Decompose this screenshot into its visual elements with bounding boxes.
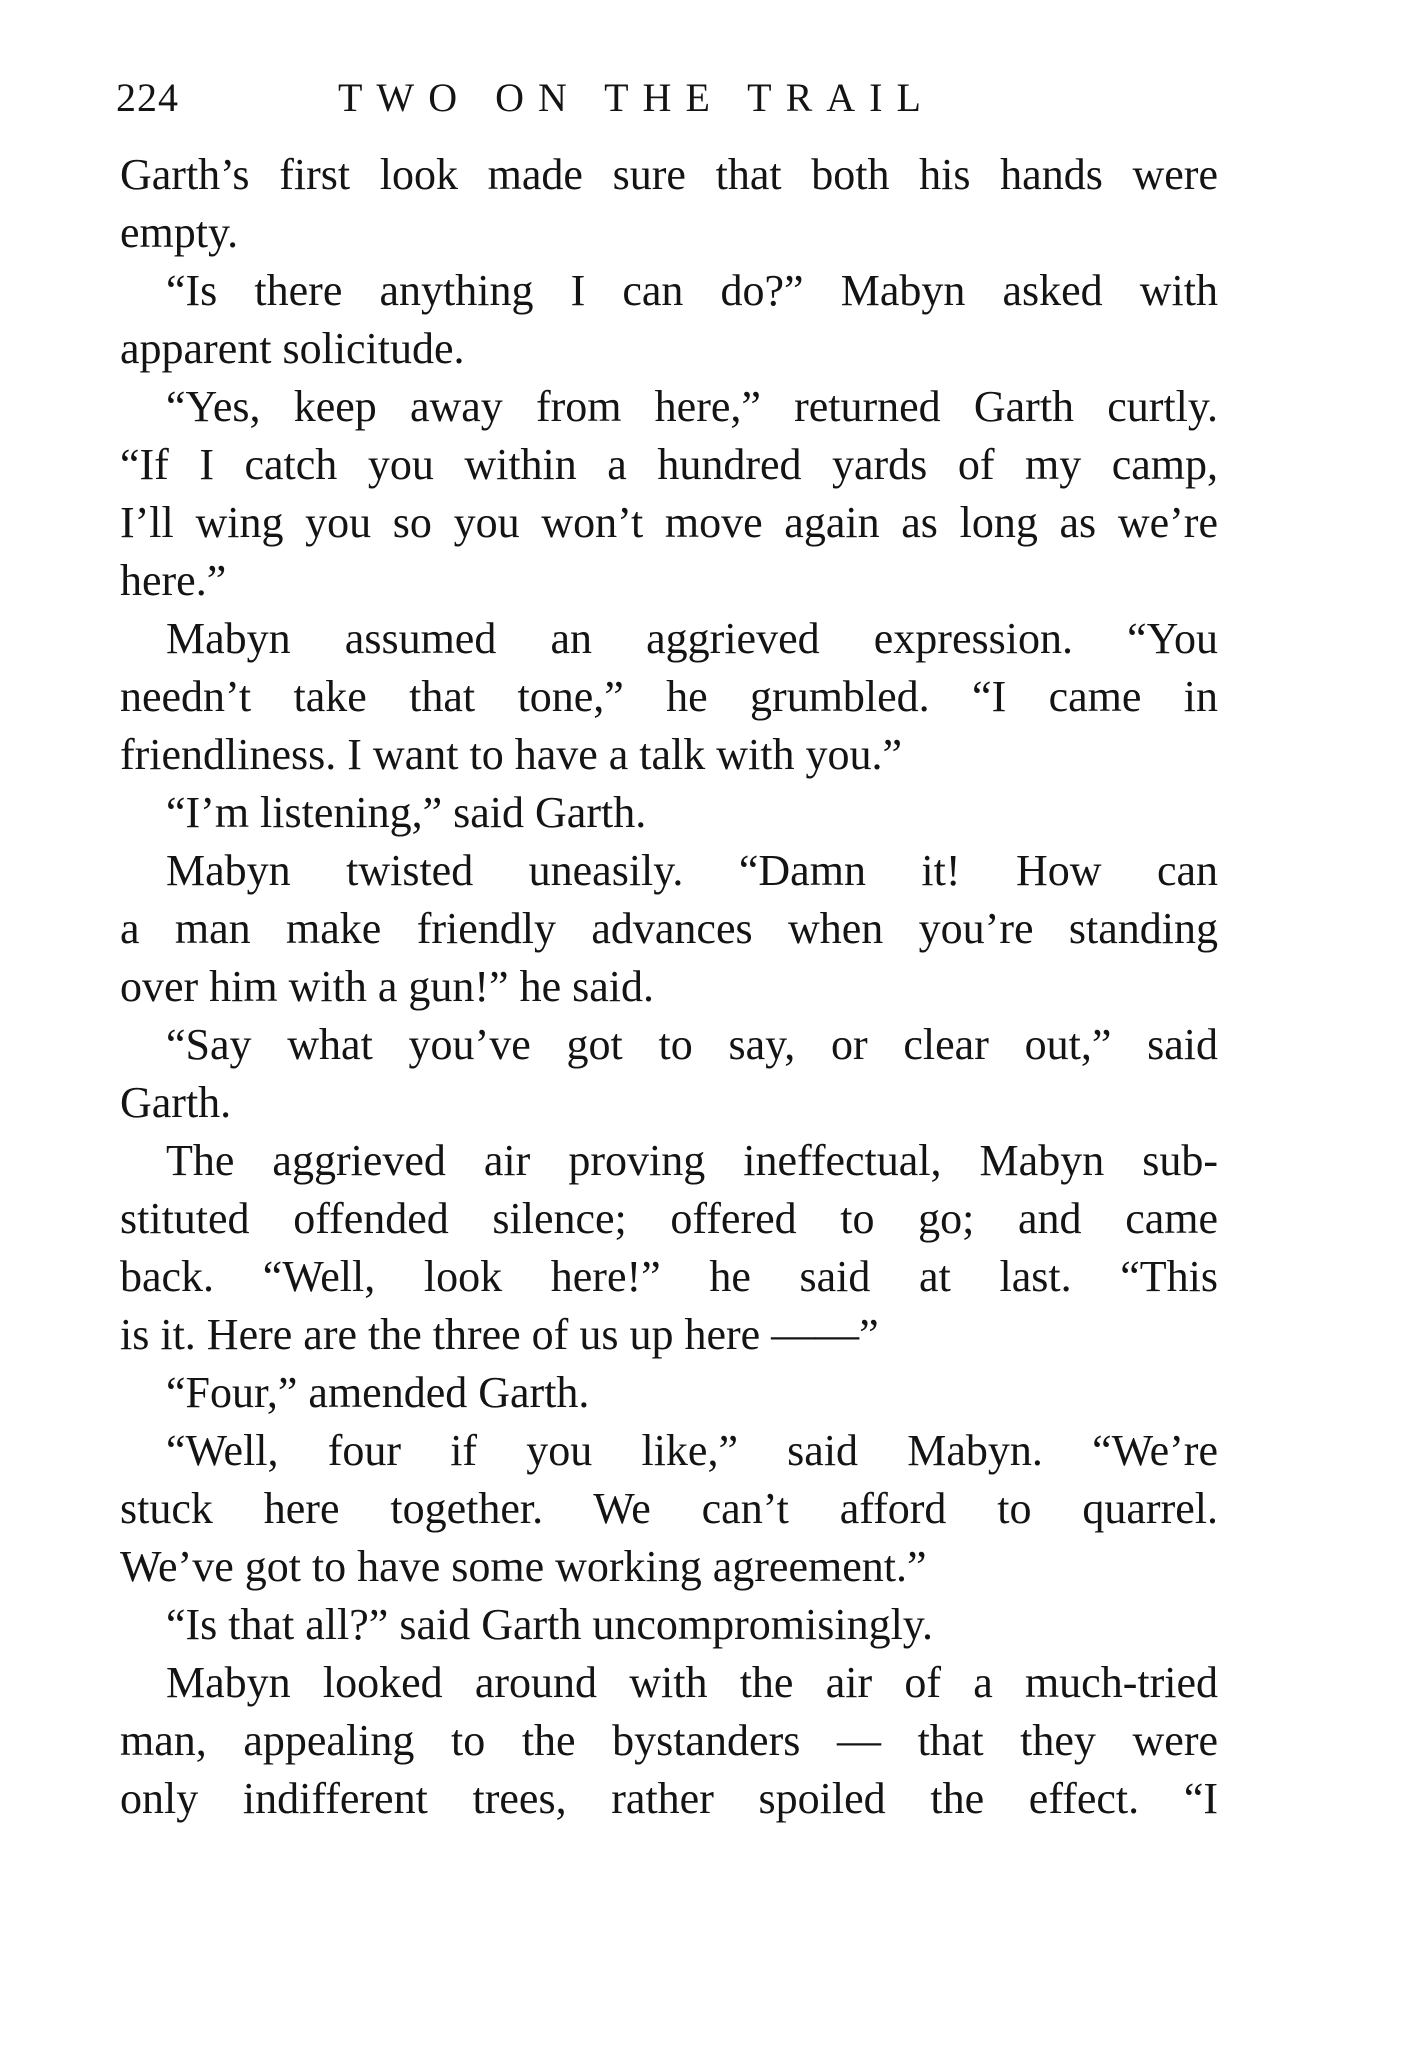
text-line: back. “Well, look here!” he said at last. “This — [120, 1252, 1218, 1301]
text-line: “Well, four if you like,” said Mabyn. “We’re — [166, 1426, 1218, 1475]
running-title: TWO ON THE TRAIL — [338, 75, 935, 120]
text-line: a man make friendly advances when you’re standing — [120, 904, 1218, 953]
text-line: only indifferent trees, rather spoiled the effect. “I — [120, 1774, 1218, 1823]
text-line: “I’m listening,” said Garth. — [166, 788, 647, 837]
page-header — [116, 68, 1216, 128]
text-line: We’ve got to have some working agreement.” — [120, 1542, 927, 1591]
text-line: “Say what you’ve got to say, or clear out,” said — [166, 1020, 1218, 1069]
text-line: here.” — [120, 556, 227, 605]
text-line: stituted offended silence; offered to go; and came — [120, 1194, 1218, 1243]
text-line: “Yes, keep away from here,” returned Garth curtly. — [166, 382, 1218, 431]
text-line: “If I catch you within a hundred yards of my camp, — [120, 440, 1218, 489]
text-line: over him with a gun!” he said. — [120, 962, 654, 1011]
text-line: friendliness. I want to have a talk with you.” — [120, 730, 903, 779]
body-text — [120, 146, 1218, 1828]
text-line: empty. — [120, 208, 239, 257]
text-line: I’ll wing you so you won’t move again as long as we’re — [120, 498, 1218, 547]
text-line: needn’t take that tone,” he grumbled. “I came in — [120, 672, 1218, 721]
page-number: 224 — [116, 75, 179, 120]
text-line: Garth’s first look made sure that both his hands were — [120, 150, 1218, 199]
text-line: man, appealing to the bystanders — that they were — [120, 1716, 1218, 1765]
text-line: Garth. — [120, 1078, 232, 1127]
text-line: “Four,” amended Garth. — [166, 1368, 590, 1417]
text-line: apparent solicitude. — [120, 324, 465, 373]
text-line: Mabyn assumed an aggrieved expression. “You — [166, 614, 1218, 663]
text-line: Mabyn looked around with the air of a much-tried — [166, 1658, 1218, 1707]
text-line: “Is there anything I can do?” Mabyn asked with — [166, 266, 1218, 315]
text-line: The aggrieved air proving ineffectual, Mabyn sub- — [166, 1136, 1218, 1185]
text-line: stuck here together. We can’t afford to quarrel. — [120, 1484, 1218, 1533]
text-line: is it. Here are the three of us up here ——” — [120, 1310, 879, 1359]
text-line: “Is that all?” said Garth uncompromisingly. — [166, 1600, 933, 1649]
text-line: Mabyn twisted uneasily. “Damn it! How can — [166, 846, 1218, 895]
